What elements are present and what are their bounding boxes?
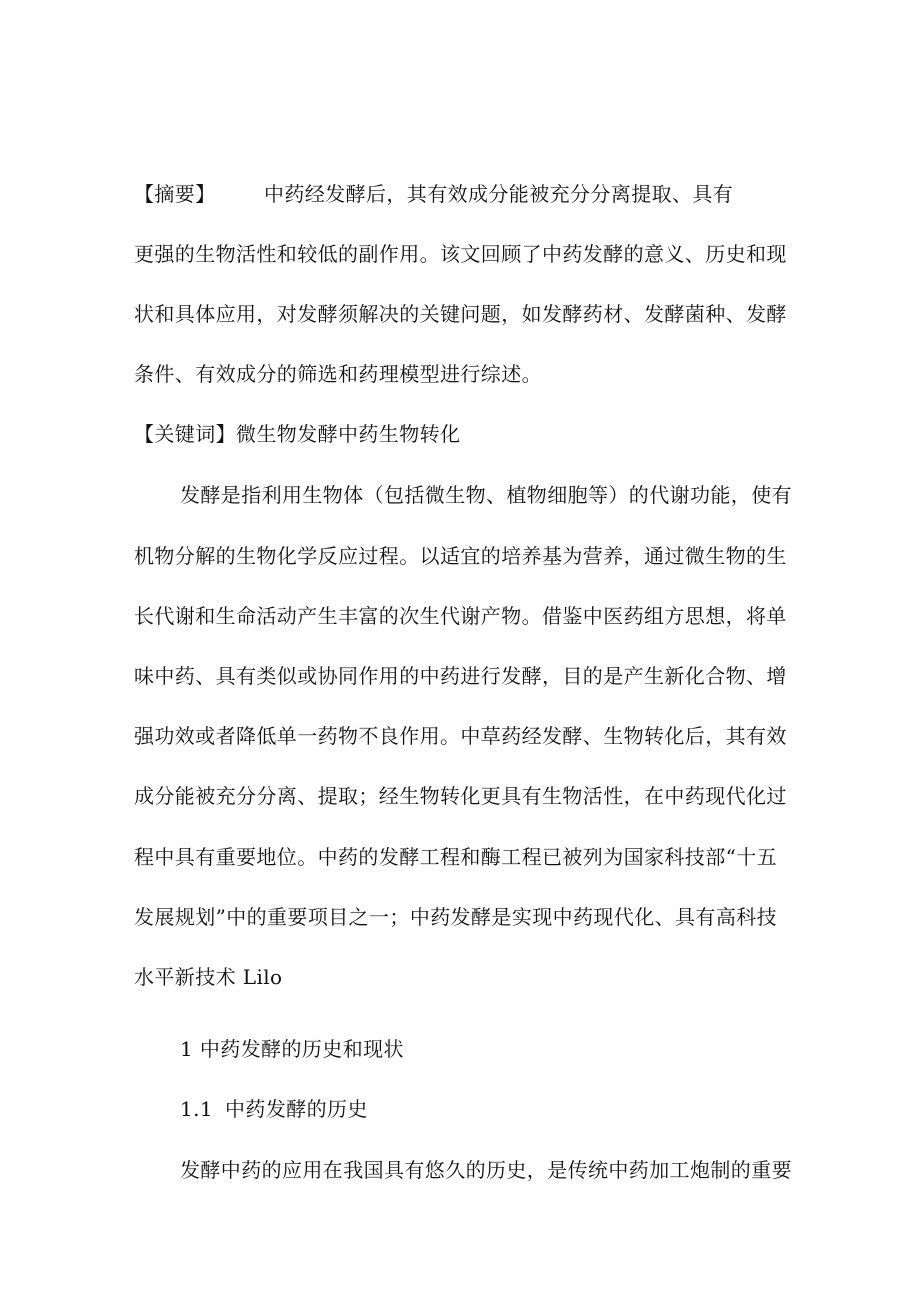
abstract-label: 【摘要】 bbox=[134, 182, 216, 206]
intro-line-2: 机物分解的生物化学反应过程。以适宜的培养基为营养，通过微生物的生 bbox=[134, 544, 787, 568]
intro-line-3: 长代谢和生命活动产生丰富的次生代谢产物。借鉴中医药组方思想，将单 bbox=[134, 604, 787, 628]
section-1-1-number: 1.1 bbox=[180, 1097, 214, 1121]
section-1-number: 1 bbox=[180, 1037, 194, 1061]
intro-line-4: 味中药、具有类似或协同作用的中药进行发酵，目的是产生新化合物、增 bbox=[134, 664, 787, 688]
intro-line-9: 水平新技术 Lilo bbox=[134, 965, 283, 989]
intro-line-8: 发展规划”中的重要项目之一；中药发酵是实现中药现代化、具有高科技 bbox=[134, 905, 778, 929]
intro-line-1: 发酵是指利用生物体（包括微生物、植物细胞等）的代谢功能，使有 bbox=[180, 483, 792, 507]
abstract-line-2: 更强的生物活性和较低的副作用。该文回顾了中药发酵的意义、历史和现 bbox=[134, 242, 787, 266]
intro-line-7: 程中具有重要地位。中药的发酵工程和酶工程已被列为国家科技部“十五 bbox=[134, 845, 778, 869]
history-line-1: 发酵中药的应用在我国具有悠久的历史，是传统中药加工炮制的重要 bbox=[180, 1158, 792, 1182]
section-1-1-heading bbox=[180, 1097, 368, 1121]
keywords-line: 【关键词】微生物发酵中药生物转化 bbox=[134, 422, 461, 446]
abstract-line-4: 条件、有效成分的筛选和药理模型进行综述。 bbox=[134, 362, 542, 386]
section-1-1-title: 中药发酵的历史 bbox=[225, 1097, 368, 1121]
abstract-line-3: 状和具体应用，对发酵须解决的关键问题，如发酵药材、发酵菌种、发酵 bbox=[134, 302, 787, 326]
intro-line-6: 成分能被充分分离、提取；经生物转化更具有生物活性，在中药现代化过 bbox=[134, 784, 787, 808]
section-1-heading bbox=[180, 1037, 404, 1061]
abstract-line-1: 中药经发酵后，其有效成分能被充分分离提取、具有 bbox=[264, 182, 734, 206]
section-1-title: 中药发酵的历史和现状 bbox=[199, 1037, 404, 1061]
intro-line-5: 强功效或者降低单一药物不良作用。中草药经发酵、生物转化后，其有效 bbox=[134, 724, 787, 748]
